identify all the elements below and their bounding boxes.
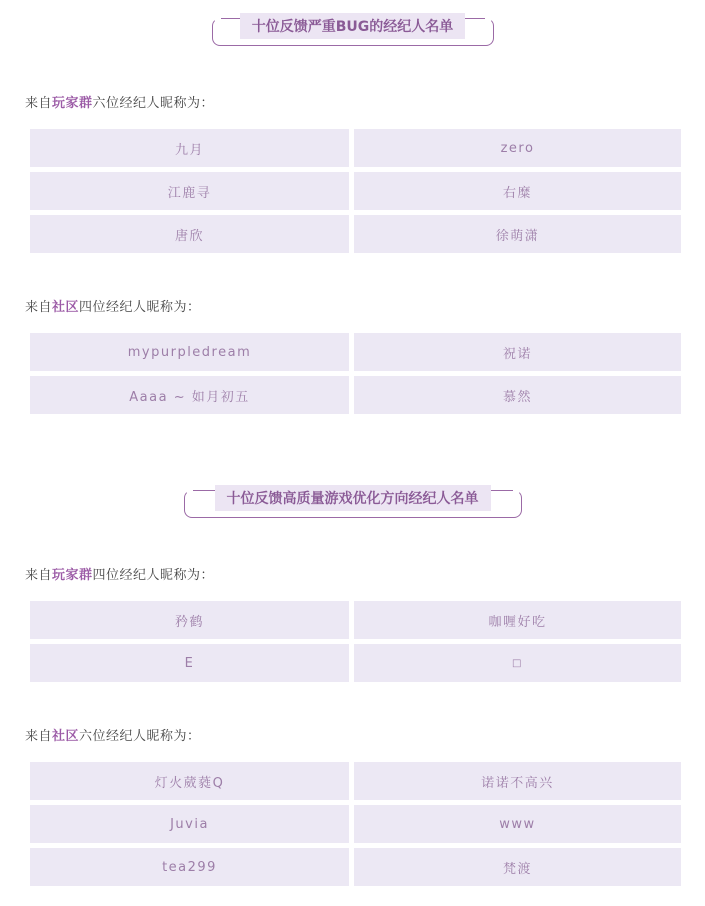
name-grid — [30, 129, 681, 253]
section-header-quality-optimization — [184, 490, 522, 518]
group-intro: 来自玩家群四位经纪人昵称为： — [25, 568, 215, 583]
name-cell: 九月 — [30, 129, 349, 167]
source-highlight: 玩家群 — [52, 96, 93, 111]
name-cell: 右糜 — [354, 172, 681, 210]
name-grid — [30, 762, 681, 886]
group-intro: 来自社区四位经纪人昵称为： — [25, 300, 201, 315]
name-cell: 唐欣 — [30, 215, 349, 253]
name-cell: 梵渡 — [354, 848, 681, 886]
name-cell: 慕然 — [354, 376, 681, 414]
section-header-serious-bug — [212, 18, 494, 46]
section-title: 十位反馈高质量游戏优化方向经纪人名单 — [215, 485, 491, 511]
name-cell: 灯火葳蕤Q — [30, 762, 349, 800]
name-cell: 江鹿寻 — [30, 172, 349, 210]
name-grid — [30, 333, 681, 414]
name-cell: 徐萌潇 — [354, 215, 681, 253]
name-cell: 诺诺不高兴 — [354, 762, 681, 800]
name-cell: www — [354, 805, 681, 843]
name-grid — [30, 601, 681, 682]
name-cell: □ — [354, 644, 681, 682]
source-highlight: 社区 — [52, 300, 80, 315]
name-cell: zero — [354, 129, 681, 167]
group-intro: 来自玩家群六位经纪人昵称为： — [25, 96, 215, 111]
name-cell: 咖喱好吃 — [354, 601, 681, 639]
name-cell: mypurpledream — [30, 333, 349, 371]
name-cell: 矜鹤 — [30, 601, 349, 639]
section-title: 十位反馈严重BUG的经纪人名单 — [240, 13, 466, 39]
name-cell: Aaaa ~ 如月初五 — [30, 376, 349, 414]
name-cell: E — [30, 644, 349, 682]
source-highlight: 社区 — [52, 729, 80, 744]
name-cell: tea299 — [30, 848, 349, 886]
group-intro: 来自社区六位经纪人昵称为： — [25, 729, 201, 744]
name-cell: Juvia — [30, 805, 349, 843]
name-cell: 祝诺 — [354, 333, 681, 371]
source-highlight: 玩家群 — [52, 568, 93, 583]
